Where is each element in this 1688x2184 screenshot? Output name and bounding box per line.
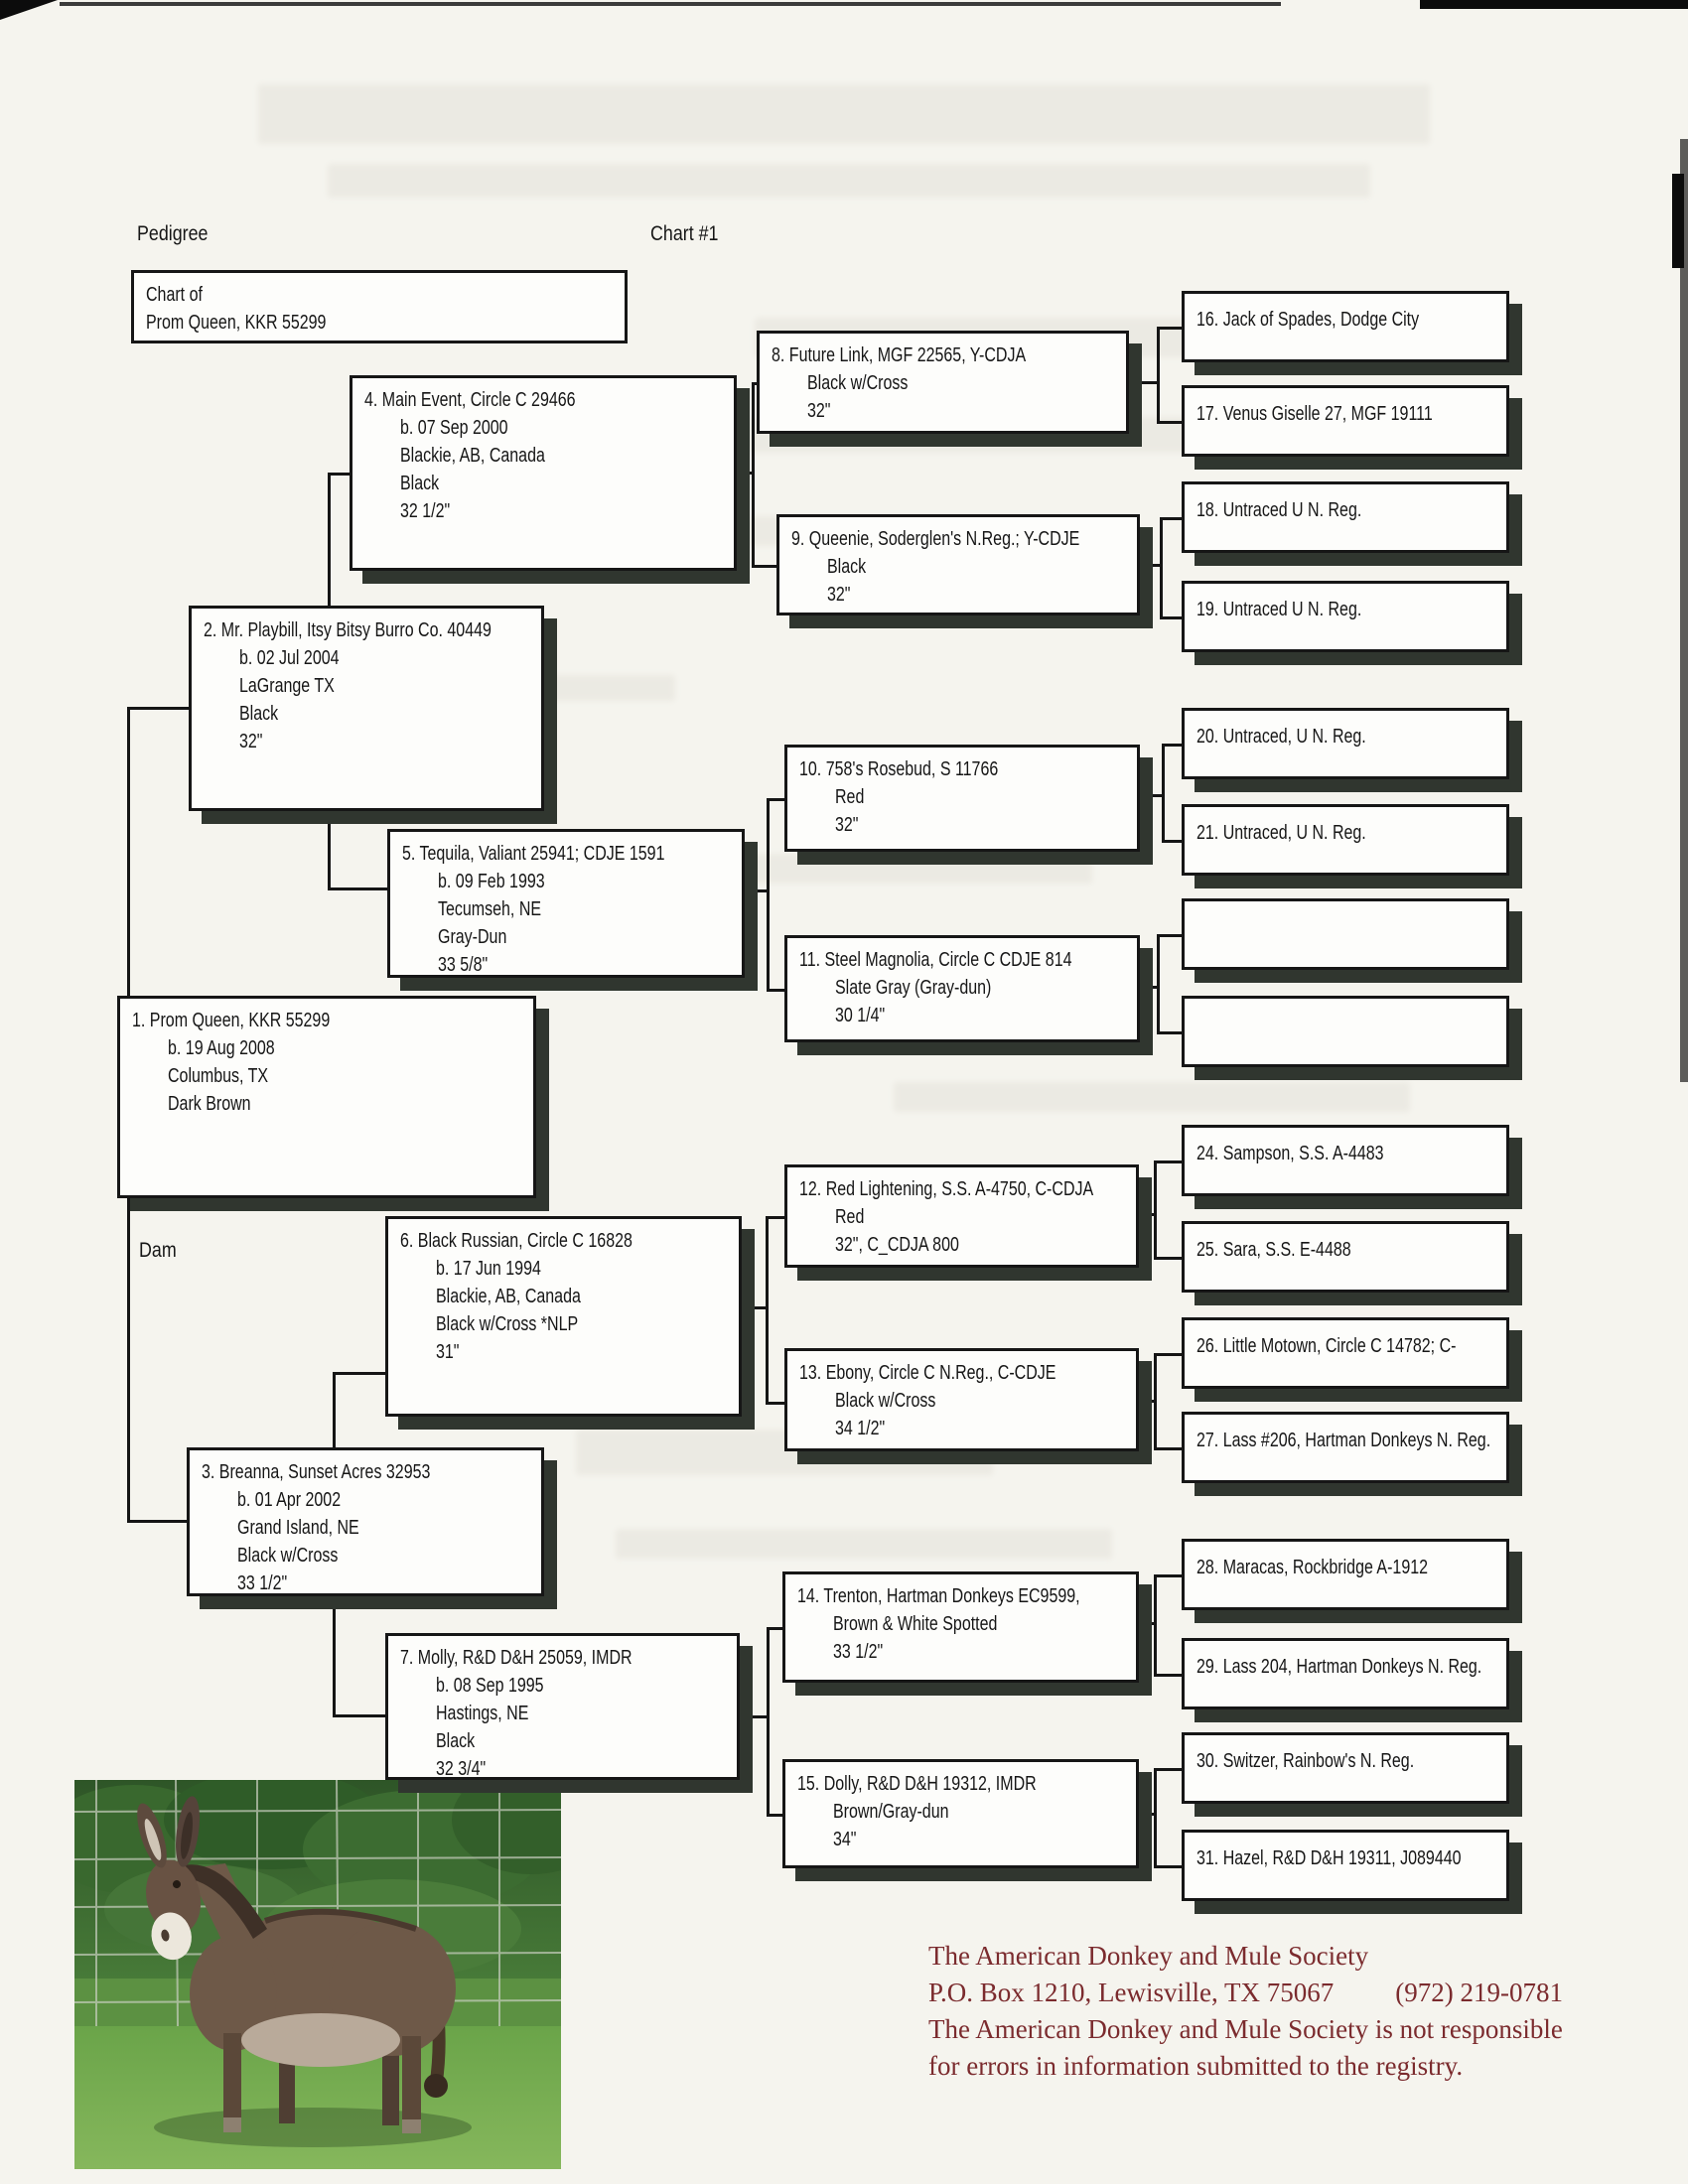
connector-line bbox=[1154, 1257, 1184, 1260]
box-line: 9. Queenie, Soderglen's N.Reg.; Y-CDJE bbox=[791, 528, 1080, 550]
box-line: 8. Future Link, MGF 22565, Y-CDJA bbox=[772, 344, 1027, 366]
scan-artifact bbox=[0, 0, 58, 20]
box-line: LaGrange TX bbox=[239, 675, 335, 697]
box-line: 28. Maracas, Rockbridge A-1912 bbox=[1196, 1557, 1429, 1578]
box-line: 12. Red Lightening, S.S. A-4750, C-CDJA bbox=[799, 1178, 1094, 1200]
box-line: b. 01 Apr 2002 bbox=[237, 1489, 342, 1511]
connector-line bbox=[1157, 934, 1184, 937]
footer-line: The American Donkey and Mule Society is not responsible bbox=[928, 2014, 1563, 2044]
box-line: Black bbox=[239, 703, 279, 725]
connector-line bbox=[1157, 1031, 1184, 1034]
box-line: b. 09 Feb 1993 bbox=[438, 871, 545, 892]
box-line: 34 1/2" bbox=[835, 1418, 886, 1439]
box-line: 3. Breanna, Sunset Acres 32953 bbox=[202, 1461, 431, 1483]
chart-of-box bbox=[131, 270, 628, 343]
pedigree-box-10 bbox=[784, 745, 1140, 852]
donkey-photo bbox=[74, 1780, 561, 2169]
box-line: Black w/Cross bbox=[807, 372, 909, 394]
box-line: Red bbox=[835, 786, 865, 808]
connector-line bbox=[740, 1715, 769, 1718]
box-line: 32", C_CDJA 800 bbox=[835, 1234, 959, 1256]
pedigree-box-21 bbox=[1182, 804, 1509, 876]
connector-line bbox=[767, 798, 770, 992]
connector-line bbox=[1154, 1160, 1157, 1260]
connector-line bbox=[752, 382, 755, 568]
scan-bleedthrough bbox=[258, 84, 1430, 144]
box-line: 33 1/2" bbox=[833, 1641, 884, 1663]
pedigree-box-7 bbox=[385, 1633, 740, 1780]
box-line: 18. Untraced U N. Reg. bbox=[1196, 499, 1362, 521]
footer-phone: (972) 219-0781 bbox=[1395, 1978, 1563, 2007]
box-line: 15. Dolly, R&D D&H 19312, IMDR bbox=[797, 1773, 1037, 1795]
scan-artifact bbox=[1420, 0, 1688, 9]
footer-line: for errors in information submitted to the registry. bbox=[928, 2051, 1464, 2081]
box-line: Gray-Dun bbox=[438, 926, 507, 948]
registry-footer bbox=[928, 1938, 1663, 2085]
pedigree-box-3 bbox=[187, 1447, 544, 1596]
connector-line bbox=[1160, 616, 1184, 619]
pedigree-box-12 bbox=[784, 1164, 1139, 1268]
box-line: 24. Sampson, S.S. A-4483 bbox=[1196, 1143, 1384, 1164]
pedigree-box-14 bbox=[782, 1571, 1139, 1683]
connector-line bbox=[1157, 327, 1160, 424]
pedigree-box-11 bbox=[784, 935, 1140, 1042]
connector-line bbox=[1160, 517, 1163, 619]
box-line: Blackie, AB, Canada bbox=[400, 445, 545, 467]
box-line: b. 17 Jun 1994 bbox=[436, 1258, 541, 1280]
pedigree-box-29 bbox=[1182, 1638, 1509, 1709]
connector-line bbox=[1140, 794, 1164, 797]
connector-line bbox=[1154, 1768, 1184, 1771]
scan-artifact bbox=[60, 2, 1281, 6]
box-line: 5. Tequila, Valiant 25941; CDJE 1591 bbox=[402, 843, 665, 865]
box-line: Columbus, TX bbox=[168, 1065, 269, 1087]
connector-line bbox=[767, 798, 786, 801]
box-line: 16. Jack of Spades, Dodge City bbox=[1196, 309, 1420, 331]
box-line: 21. Untraced, U N. Reg. bbox=[1196, 822, 1366, 844]
box-line: 30. Switzer, Rainbow's N. Reg. bbox=[1196, 1750, 1415, 1772]
chart-number-label: Chart #1 bbox=[650, 222, 719, 245]
pedigree-box-28 bbox=[1182, 1539, 1509, 1610]
box-line: Slate Gray (Gray-dun) bbox=[835, 977, 992, 999]
pedigree-box-17 bbox=[1182, 385, 1509, 457]
pedigree-box-23 bbox=[1182, 996, 1509, 1067]
connector-line bbox=[1154, 1865, 1184, 1868]
box-line: Chart of bbox=[146, 284, 203, 306]
connector-line bbox=[1162, 744, 1165, 843]
box-line: 6. Black Russian, Circle C 16828 bbox=[400, 1230, 633, 1252]
box-line: 26. Little Motown, Circle C 14782; C- bbox=[1196, 1335, 1457, 1357]
pedigree-box-1 bbox=[117, 996, 536, 1198]
pedigree-box-6 bbox=[385, 1216, 742, 1417]
box-line: Hastings, NE bbox=[436, 1703, 529, 1724]
box-line: 17. Venus Giselle 27, MGF 19111 bbox=[1196, 403, 1433, 425]
pedigree-box-25 bbox=[1182, 1221, 1509, 1293]
box-line: Brown & White Spotted bbox=[833, 1613, 998, 1635]
scan-bleedthrough bbox=[328, 164, 1370, 198]
scan-bleedthrough bbox=[616, 1529, 1112, 1559]
pedigree-box-22 bbox=[1182, 898, 1509, 970]
connector-line bbox=[1129, 381, 1159, 384]
connector-line bbox=[766, 1216, 786, 1219]
box-line: 32" bbox=[807, 400, 831, 422]
box-line: 29. Lass 204, Hartman Donkeys N. Reg. bbox=[1196, 1656, 1482, 1678]
box-line: 31" bbox=[436, 1341, 460, 1363]
pedigree-box-19 bbox=[1182, 581, 1509, 652]
box-line: 14. Trenton, Hartman Donkeys EC9599, bbox=[797, 1585, 1080, 1607]
pedigree-box-5 bbox=[387, 829, 745, 978]
box-line: 7. Molly, R&D D&H 25059, IMDR bbox=[400, 1647, 633, 1669]
pedigree-label: Pedigree bbox=[137, 222, 209, 245]
pedigree-box-8 bbox=[757, 331, 1129, 434]
footer-line bbox=[928, 1975, 1663, 2011]
box-line: Black bbox=[400, 473, 440, 494]
box-line: 4. Main Event, Circle C 29466 bbox=[364, 389, 576, 411]
box-line: 32" bbox=[239, 731, 263, 752]
box-line: Dark Brown bbox=[168, 1093, 251, 1115]
pedigree-box-20 bbox=[1182, 708, 1509, 779]
connector-line bbox=[766, 1402, 786, 1405]
connector-line bbox=[1154, 1674, 1184, 1677]
connector-line bbox=[328, 887, 389, 890]
box-line: b. 02 Jul 2004 bbox=[239, 647, 340, 669]
box-line: Black w/Cross bbox=[237, 1545, 339, 1567]
connector-line bbox=[767, 989, 786, 992]
pedigree-box-26 bbox=[1182, 1317, 1509, 1389]
box-line: 34" bbox=[833, 1829, 857, 1850]
scan-artifact bbox=[1672, 174, 1684, 268]
box-line: Red bbox=[835, 1206, 865, 1228]
connector-line bbox=[742, 1306, 768, 1309]
box-line: 32 3/4" bbox=[436, 1758, 487, 1780]
pedigree-box-9 bbox=[776, 514, 1140, 615]
pedigree-box-31 bbox=[1182, 1830, 1509, 1901]
connector-line bbox=[333, 1372, 387, 1375]
connector-line bbox=[333, 1714, 387, 1717]
box-line: Brown/Gray-dun bbox=[833, 1801, 949, 1823]
connector-line bbox=[1162, 840, 1184, 843]
box-line: Blackie, AB, Canada bbox=[436, 1286, 581, 1307]
connector-line bbox=[1160, 517, 1184, 520]
box-line: Prom Queen, KKR 55299 bbox=[146, 312, 327, 334]
box-line: Black bbox=[827, 556, 867, 578]
box-line: 20. Untraced, U N. Reg. bbox=[1196, 726, 1366, 748]
box-line: 2. Mr. Playbill, Itsy Bitsy Burro Co. 40449 bbox=[204, 619, 492, 641]
box-line: Black w/Cross *NLP bbox=[436, 1313, 579, 1335]
pedigree-box-24 bbox=[1182, 1125, 1509, 1196]
connector-line bbox=[1154, 1768, 1157, 1868]
box-line: Grand Island, NE bbox=[237, 1517, 359, 1539]
scan-bleedthrough bbox=[894, 1082, 1410, 1112]
connector-line bbox=[1154, 1447, 1184, 1450]
donkey-photo-image bbox=[74, 1780, 561, 2169]
dam-label: Dam bbox=[139, 1239, 177, 1262]
box-line: 1. Prom Queen, KKR 55299 bbox=[132, 1010, 331, 1031]
box-line: 31. Hazel, R&D D&H 19311, J089440 bbox=[1196, 1847, 1462, 1869]
scan-artifact bbox=[1680, 139, 1688, 1082]
box-line: b. 07 Sep 2000 bbox=[400, 417, 508, 439]
box-line: 19. Untraced U N. Reg. bbox=[1196, 599, 1362, 620]
connector-line bbox=[1157, 934, 1160, 1034]
box-line: 32" bbox=[827, 584, 851, 606]
box-line: Black bbox=[436, 1730, 476, 1752]
box-line: b. 08 Sep 1995 bbox=[436, 1675, 544, 1697]
box-line: 11. Steel Magnolia, Circle C CDJE 814 bbox=[799, 949, 1072, 971]
connector-line bbox=[1154, 1574, 1157, 1677]
box-line: 10. 758's Rosebud, S 11766 bbox=[799, 758, 999, 780]
connector-line bbox=[1157, 421, 1184, 424]
connector-line bbox=[1157, 327, 1184, 330]
pedigree-box-13 bbox=[784, 1348, 1139, 1451]
box-line: 25. Sara, S.S. E-4488 bbox=[1196, 1239, 1351, 1261]
footer-line: The American Donkey and Mule Society bbox=[928, 1941, 1369, 1971]
box-line: 33 1/2" bbox=[237, 1572, 288, 1594]
box-line: 13. Ebony, Circle C N.Reg., C-CDJE bbox=[799, 1362, 1056, 1384]
connector-line bbox=[1154, 1353, 1184, 1356]
box-line: 30 1/4" bbox=[835, 1005, 886, 1026]
box-line: 32" bbox=[835, 814, 859, 836]
connector-line bbox=[1154, 1160, 1184, 1163]
pedigree-box-18 bbox=[1182, 481, 1509, 553]
connector-line bbox=[127, 1520, 189, 1523]
box-line: Black w/Cross bbox=[835, 1390, 936, 1412]
connector-line bbox=[1162, 744, 1184, 747]
box-line: 33 5/8" bbox=[438, 954, 489, 976]
box-line: 32 1/2" bbox=[400, 500, 451, 522]
connector-line bbox=[766, 1216, 769, 1405]
box-line: b. 19 Aug 2008 bbox=[168, 1037, 275, 1059]
footer-address: P.O. Box 1210, Lewisville, TX 75067 bbox=[928, 1978, 1335, 2007]
connector-line bbox=[127, 707, 191, 710]
connector-line bbox=[745, 889, 769, 892]
pedigree-box-4 bbox=[350, 375, 737, 571]
connector-line bbox=[752, 565, 778, 568]
pedigree-box-27 bbox=[1182, 1412, 1509, 1483]
connector-line bbox=[1140, 564, 1162, 567]
pedigree-box-16 bbox=[1182, 291, 1509, 362]
connector-line bbox=[767, 1627, 770, 1817]
connector-line bbox=[1154, 1353, 1157, 1450]
pedigree-box-30 bbox=[1182, 1732, 1509, 1804]
box-line: 27. Lass #206, Hartman Donkeys N. Reg. bbox=[1196, 1430, 1491, 1451]
pedigree-box-15 bbox=[782, 1759, 1139, 1868]
box-line: Tecumseh, NE bbox=[438, 898, 542, 920]
connector-line bbox=[1154, 1574, 1184, 1577]
pedigree-box-2 bbox=[189, 606, 544, 811]
